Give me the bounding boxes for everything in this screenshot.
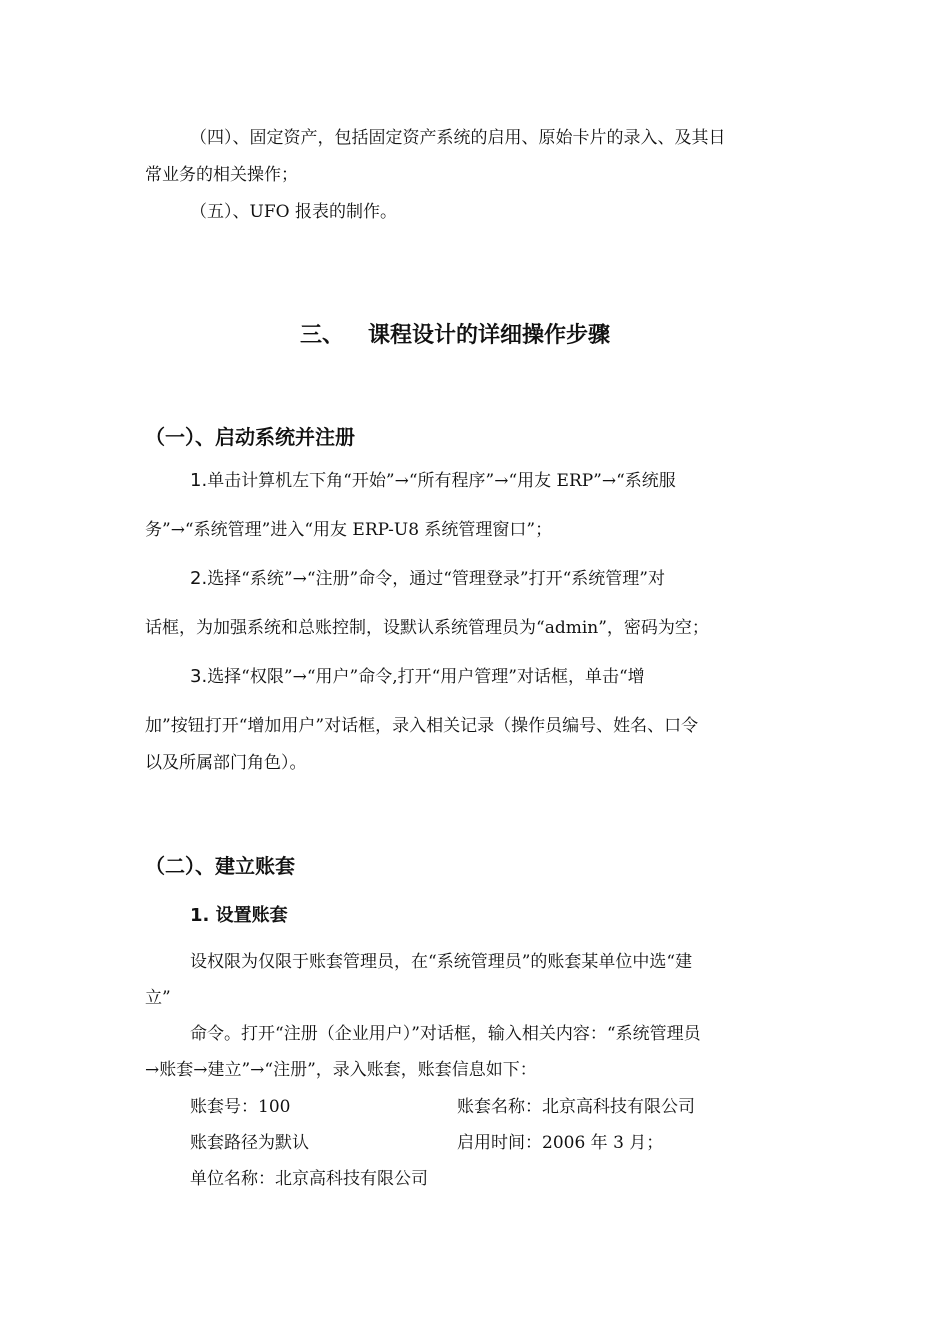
step-2-line-1 (190, 569, 665, 589)
item-5: （五）、UFO 报表的制作。 (190, 202, 397, 222)
para-2-line-2: →账套→建立”→“注册”，录入账套，账套信息如下： (145, 1060, 537, 1080)
para-2-line-1: 命令。打开“注册（企业用户）”对话框，输入相关内容：“系统管理员 (190, 1024, 701, 1044)
step-3-line-1 (190, 667, 645, 687)
step-1-line-2: 务”→“系统管理”进入“用友 ERP-U8 系统管理窗口”； (145, 520, 553, 540)
step-3-number: 3. (190, 666, 208, 687)
step-2-text: 选择“系统”→“注册”命令，通过“管理登录”打开“系统管理”对 (207, 569, 665, 589)
step-2-line-2: 话框，为加强系统和总账控制，设默认系统管理员为“admin”，密码为空； (145, 618, 709, 638)
item-1-title: 1. 设置账套 (190, 905, 288, 926)
account-number: 账套号：100 (190, 1097, 291, 1117)
step-3-text: 选择“权限”→“用户”命令,打开“用户管理”对话框，单击“增 (207, 667, 645, 687)
step-1-number: 1. (190, 470, 208, 491)
subsection-1-title: （一）、启动系统并注册 (145, 425, 355, 449)
unit-name: 单位名称：北京高科技有限公司 (190, 1169, 428, 1189)
account-name: 账套名称：北京高科技有限公司 (457, 1097, 695, 1117)
step-1-text: 单击计算机左下角“开始”→“所有程序”→“用友 ERP”→“系统服 (207, 471, 676, 491)
item-4-line-1: （四）、固定资产，包括固定资产系统的启用、原始卡片的录入、及其日 (190, 128, 726, 148)
start-time: 启用时间：2006 年 3 月； (457, 1133, 664, 1153)
step-3-line-2: 加”按钮打开“增加用户”对话框，录入相关记录（操作员编号、姓名、口令 (145, 716, 699, 736)
step-1-line-1 (190, 471, 676, 491)
account-path: 账套路径为默认 (190, 1133, 309, 1153)
step-3-line-3: 以及所属部门角色）。 (145, 753, 307, 773)
section-title: 课程设计的详细操作步骤 (368, 323, 611, 348)
section-number: 三、 (300, 323, 345, 348)
step-2-number: 2. (190, 568, 208, 589)
subsection-2-title: （二）、建立账套 (145, 854, 295, 878)
para-1-line-1: 设权限为仅限于账套管理员，在“系统管理员”的账套某单位中选“建 (190, 952, 693, 972)
para-1-line-2: 立” (145, 988, 171, 1008)
item-4-line-2: 常业务的相关操作； (145, 165, 298, 185)
